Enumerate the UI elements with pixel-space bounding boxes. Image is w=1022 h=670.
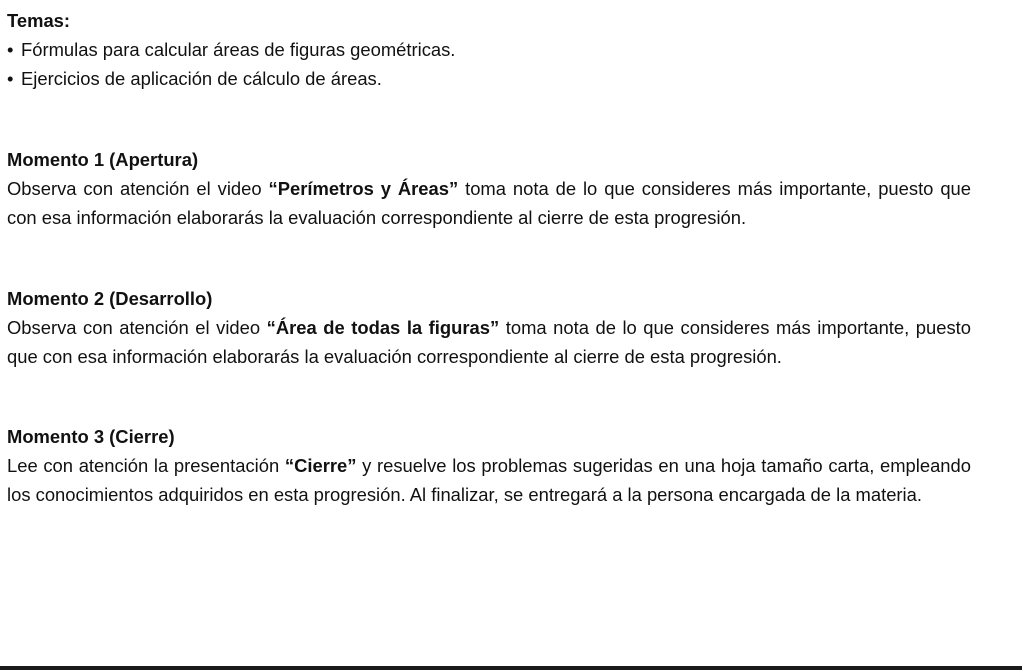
temas-item: • Fórmulas para calcular áreas de figuras geométricas. xyxy=(7,35,971,64)
momento-2-heading: Momento 2 (Desarrollo) xyxy=(7,288,213,309)
momento-3-text xyxy=(7,451,971,509)
momento-3-text-end: y resuelve los problemas sugeridas en una hoja tamaño carta, empleando los conocimientos adquiridos en esta progresión. Al finalizar, se entregará a la persona encargada de la materia. xyxy=(7,455,971,505)
momento-3-text-start: Lee con atención la presentación xyxy=(7,455,285,476)
momento-1-text-end: toma nota de lo que consideres más importante, puesto que con esa información elaborarás la evaluación correspondiente al cierre de esta progresión. xyxy=(7,178,972,228)
temas-list xyxy=(7,35,971,93)
momento-3-heading: Momento 3 (Cierre) xyxy=(7,426,175,447)
momento-2-section xyxy=(7,284,971,371)
momento-1-text-start: Observa con atención el video xyxy=(7,178,269,199)
bottom-divider xyxy=(0,666,1022,670)
momento-3-section xyxy=(7,422,971,509)
temas-item: • Ejercicios de aplicación de cálculo de áreas. xyxy=(7,64,971,93)
momento-3-presentation-title: “Cierre” xyxy=(284,455,357,476)
document-page xyxy=(7,6,971,509)
momento-2-text-start: Observa con atención el video xyxy=(7,317,267,338)
momento-2-video-title: “Área de todas la figuras” xyxy=(266,317,500,338)
momento-1-section xyxy=(7,145,971,232)
momento-2-text xyxy=(7,313,971,371)
momento-1-text xyxy=(7,174,971,232)
temas-heading: Temas: xyxy=(7,10,71,31)
momento-1-video-title: “Perímetros y Áreas” xyxy=(268,178,459,199)
momento-1-heading: Momento 1 (Apertura) xyxy=(7,149,199,170)
momento-2-text-end: toma nota de lo que consideres más importante, puesto que con esa información elaborarás la evaluación correspondiente al cierre de esta progresión. xyxy=(7,317,972,367)
